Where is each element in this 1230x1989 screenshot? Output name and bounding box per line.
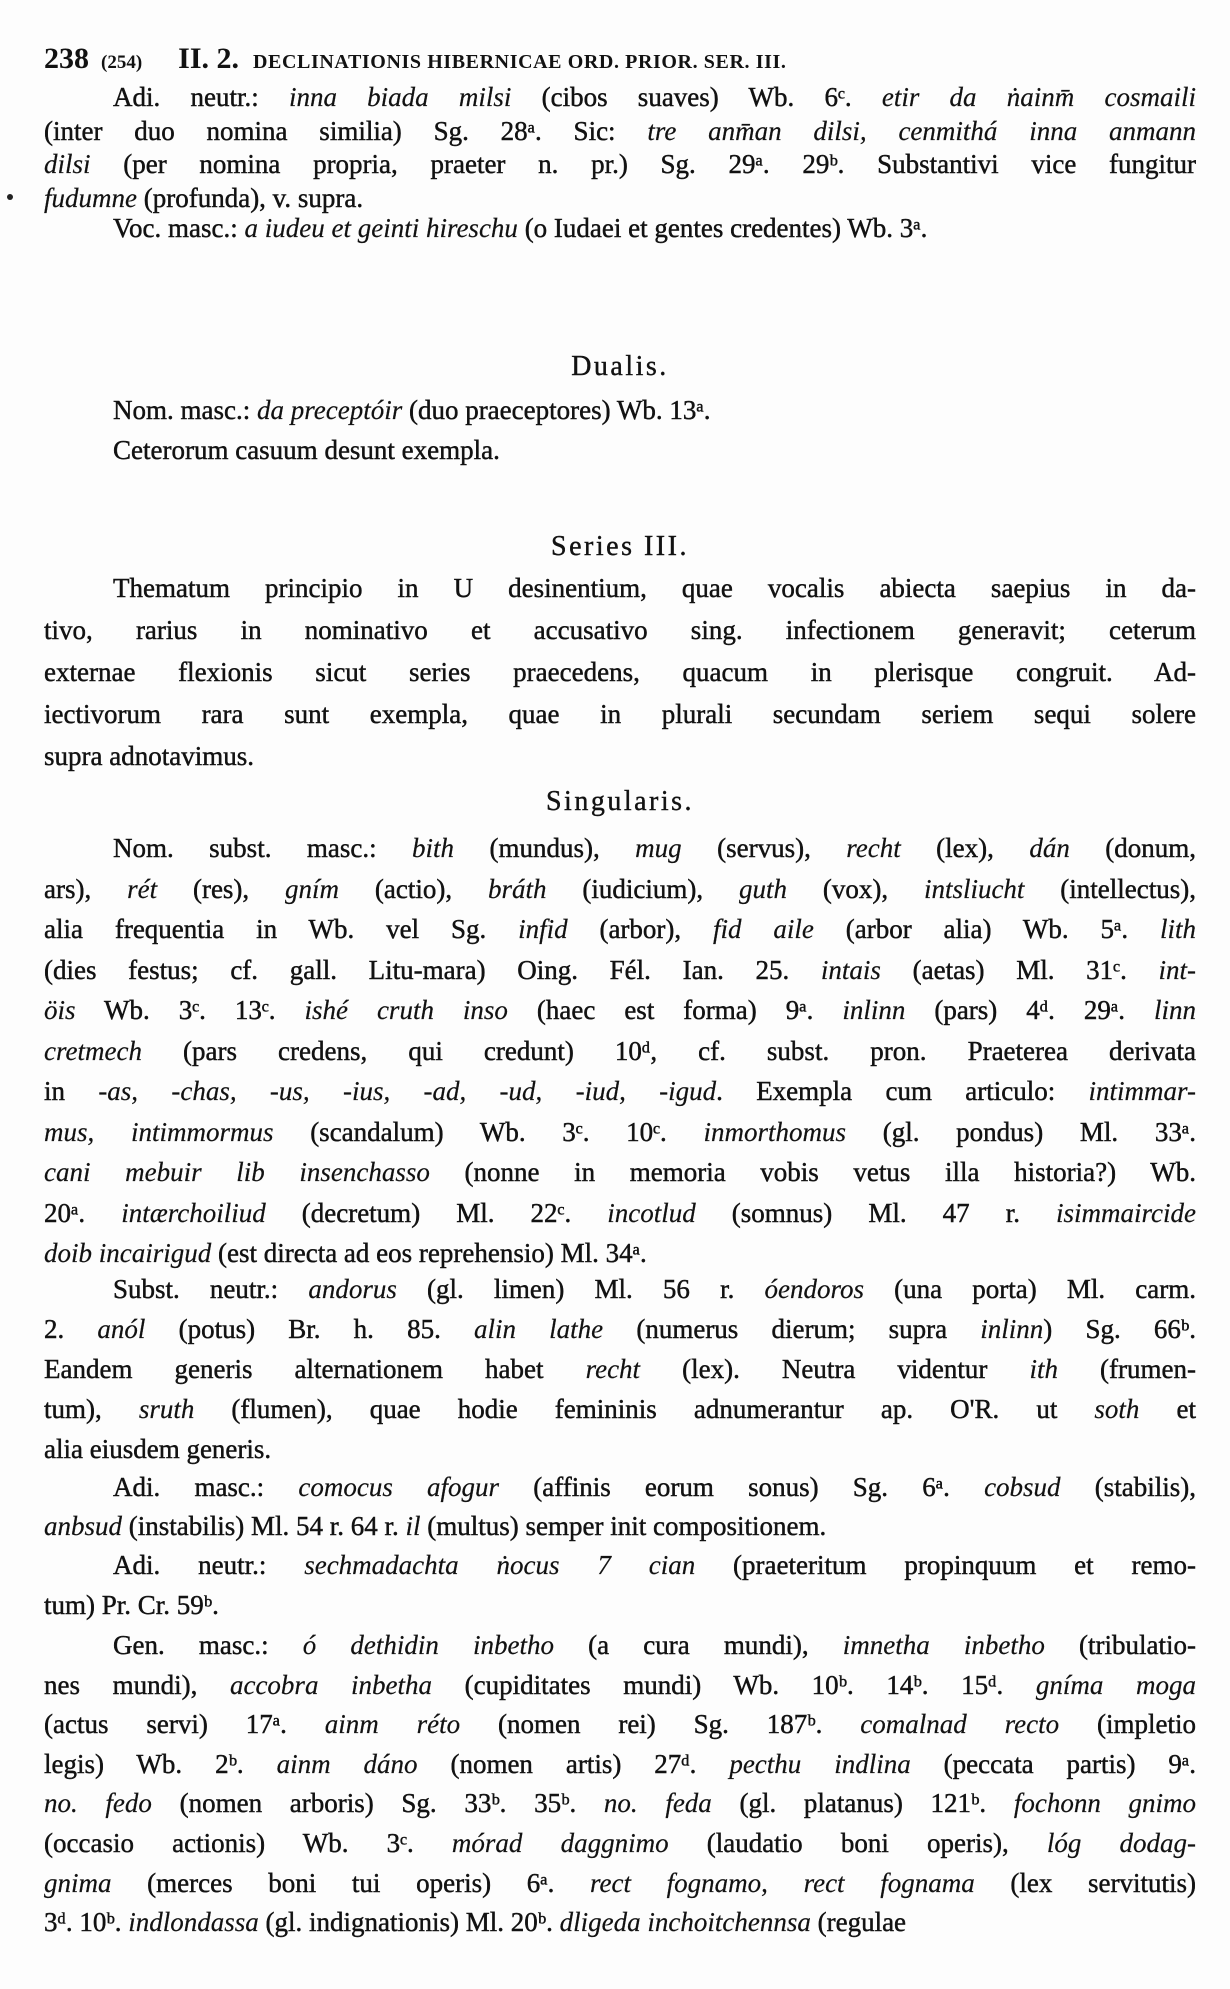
irish-term: anbsud [44, 1511, 123, 1541]
irish-term: dilsi [44, 149, 91, 180]
latin-text: ) Sg. 66ᵇ. [1043, 1314, 1196, 1344]
text-line [44, 697, 1196, 731]
latin-text: (nomen rei) Sg. 187ᵇ. [460, 1709, 861, 1740]
irish-term: anól [97, 1314, 146, 1344]
latin-text: (stabilis), [1060, 1472, 1196, 1502]
text-line [44, 1432, 1196, 1466]
latin-text: (nomen artis) 27ᵈ. [417, 1748, 730, 1779]
latin-text: Subst. neutr.: [113, 1274, 309, 1304]
latin-text: (gl. limen) Ml. 56 r. [396, 1274, 765, 1304]
latin-text: Gen. masc.: [113, 1630, 303, 1660]
latin-text: (affinis eorum sonus) Sg. 6ᵃ. [499, 1472, 985, 1502]
latin-text: (inter duo nomina similia) Sg. 28ᵃ. Sic: [44, 115, 648, 146]
text-line [113, 80, 1196, 114]
irish-term: sruth [138, 1394, 195, 1424]
irish-term: pecthu indlina [729, 1748, 911, 1779]
irish-term: lóg dodag- [1046, 1828, 1196, 1858]
page-number: 238 [44, 42, 89, 75]
text-line [44, 613, 1196, 647]
latin-text: Adi. masc.: [113, 1472, 299, 1502]
irish-term: guth [738, 873, 787, 904]
text-line [113, 393, 1196, 427]
latin-text: (est directa ad eos reprehensio) Ml. 34ᵃ. [211, 1238, 647, 1268]
irish-term: fid aile [713, 914, 814, 944]
section-heading: Singularis. [545, 786, 695, 817]
latin-text: (occasio actionis) Wb. 3ᶜ. [44, 1828, 452, 1858]
text-line [44, 1588, 1196, 1622]
latin-text: (profunda), v. supra. [136, 182, 364, 213]
irish-term: ainm dáno [276, 1748, 418, 1779]
irish-term: incotlud [607, 1197, 696, 1228]
irish-term: gním [285, 873, 340, 904]
latin-text: (cupiditates mundi) Wb. 10ᵇ. 14ᵇ. 15ᵈ. [432, 1669, 1036, 1700]
irish-term: ishé cruth inso [304, 995, 508, 1025]
text-line [44, 114, 1196, 148]
irish-term: cobsud [984, 1472, 1061, 1502]
latin-text: 3ᵈ. 10ᵇ. [44, 1907, 129, 1938]
section-heading: Dualis. [571, 351, 669, 382]
latin-text: (gl. indignationis) Ml. 20ᵇ. [258, 1907, 560, 1938]
text-line [44, 1352, 1196, 1386]
text-line [113, 433, 1196, 467]
latin-text: (actio), [339, 873, 488, 904]
irish-term: intærchoiliud [121, 1197, 266, 1228]
latin-text: (vox), [786, 873, 924, 904]
text-line [44, 739, 1196, 773]
latin-text: (pars credens, qui credunt) 10ᵈ, cf. subst. pron. Praeterea derivata [141, 1035, 1196, 1066]
text-line [44, 1392, 1196, 1426]
running-header [44, 42, 786, 80]
text-line [44, 655, 1196, 689]
text-line [44, 1707, 1196, 1741]
text-line [44, 1866, 1196, 1900]
latin-text: (flumen), quae hodie femininis adnumerantur ap. O'R. ut [194, 1394, 1095, 1424]
latin-text: (duo praeceptores) Wb. 13ᵃ. [402, 395, 711, 425]
text-line [113, 831, 1196, 865]
irish-term: no. fedo [44, 1788, 152, 1819]
irish-term: lith [1159, 914, 1196, 944]
latin-text: (multus) semper init compositionem. [420, 1511, 827, 1541]
irish-term: gníma moga [1035, 1669, 1196, 1700]
section-heading: Series III. [551, 531, 689, 562]
latin-text: (cibos suaves) Wb. 6ᶜ. [511, 82, 882, 112]
irish-term: gnima [44, 1867, 112, 1898]
text-line [44, 147, 1196, 181]
irish-term: no. feda [603, 1788, 712, 1819]
irish-term: tre anm̄an dilsi, cenmithá inna anmann [647, 115, 1196, 146]
irish-term: indlondassa [128, 1907, 259, 1938]
latin-text: (a cura mundi), [554, 1630, 843, 1660]
latin-text: Eandem generis alternationem habet [44, 1354, 586, 1384]
irish-term: fochonn gnimo [1013, 1788, 1196, 1819]
latin-text: tivo, rarius in nominativo et accusativo sing. infectionem generavit; ceterum [44, 615, 1196, 645]
text-line [113, 1548, 1196, 1582]
latin-text: (intellectus), [1024, 873, 1197, 904]
irish-term: int- [1158, 954, 1196, 985]
irish-term: inlinn [980, 1314, 1044, 1344]
latin-text: (nomen arboris) Sg. 33ᵇ. 35ᵇ. [151, 1788, 604, 1819]
latin-text: (instabilis) Ml. 54 r. 64 r. [122, 1511, 406, 1541]
latin-text: Adi. neutr.: [113, 1550, 305, 1580]
text-line [44, 1826, 1196, 1860]
irish-term: a iudeu et geinti hireschu [244, 213, 518, 243]
latin-text: Wb. 3ᶜ. 13ᶜ. [75, 995, 305, 1025]
irish-term: comalnad recto [860, 1709, 1060, 1740]
latin-text: (scandalum) Wb. 3ᶜ. 10ᶜ. [273, 1116, 704, 1147]
irish-term: imnetha inbetho [842, 1630, 1045, 1660]
irish-term: ó dethidin inbetho [302, 1630, 555, 1660]
text-line [113, 1272, 1196, 1306]
irish-term: óendoros [764, 1274, 864, 1304]
text-line [44, 912, 1196, 946]
latin-text: (per nomina propria, praeter n. pr.) Sg. 29ᵃ. 29ᵇ. Substantivi vice fungitur [90, 149, 1196, 180]
irish-term: bráth [487, 873, 547, 904]
latin-text: (somnus) Ml. 47 r. [695, 1197, 1057, 1228]
latin-text: (laudatio boni operis), [668, 1828, 1047, 1858]
irish-term: doib incairigud [44, 1238, 212, 1268]
text-line [113, 1628, 1196, 1662]
irish-term: recht [585, 1354, 641, 1384]
irish-term: linn [1154, 995, 1197, 1025]
irish-term: alin lathe [474, 1314, 604, 1344]
latin-text: (arbor), [567, 914, 714, 944]
irish-term: inmorthomus [703, 1116, 847, 1147]
irish-term: bith [412, 833, 455, 863]
text-line [44, 1668, 1196, 1702]
latin-text: (impletio [1059, 1709, 1196, 1740]
latin-text: 2. [44, 1314, 98, 1344]
latin-text: 20ᵃ. [44, 1197, 122, 1228]
irish-term: andorus [308, 1274, 397, 1304]
irish-term: intsliucht [923, 873, 1025, 904]
irish-term: cretmech [44, 1035, 142, 1066]
latin-text: . Exempla cum articulo: [716, 1076, 1089, 1106]
latin-text: et [1139, 1394, 1196, 1424]
latin-text: tum), [44, 1394, 139, 1424]
latin-text: (potus) Br. h. 85. [145, 1314, 475, 1344]
latin-text: nes mundi), [44, 1669, 230, 1700]
text-line [113, 1470, 1196, 1504]
text-line [44, 993, 1196, 1027]
latin-text: in [44, 1076, 99, 1106]
irish-term: cani mebuir lib insenchasso [44, 1157, 430, 1187]
latin-text: (numerus dierum; supra [603, 1314, 981, 1344]
latin-text: (nonne in memoria vobis vetus illa historia?) Wb. [429, 1157, 1196, 1187]
latin-text: (servus), [681, 833, 847, 863]
latin-text: (gl. pondus) Ml. 33ᵃ. [846, 1116, 1196, 1147]
latin-text: (decretum) Ml. 22ᶜ. [265, 1197, 608, 1228]
original-page-number: (254) [101, 52, 143, 73]
text-line [44, 1196, 1196, 1230]
irish-term: comocus afogur [298, 1472, 500, 1502]
latin-text: Adi. neutr.: [113, 82, 289, 112]
text-line [44, 1312, 1196, 1346]
irish-term: soth [1094, 1394, 1140, 1424]
latin-text: (lex servitutis) [974, 1867, 1197, 1898]
text-line [44, 1786, 1196, 1820]
irish-term: da preceptóir [256, 395, 403, 425]
irish-term: il [405, 1511, 421, 1541]
text-line [44, 953, 1196, 987]
irish-term: isimmaircide [1056, 1197, 1196, 1228]
text-line [113, 571, 1196, 605]
irish-term: mug [635, 833, 682, 863]
text-line [44, 1747, 1196, 1781]
text-line [44, 1155, 1196, 1189]
running-title: DECLINATIONIS HIBERNICAE ORD. PRIOR. SER. III. [253, 51, 787, 73]
text-line [44, 181, 1196, 215]
latin-text: (tribulatio- [1044, 1630, 1196, 1660]
text-line [44, 1074, 1196, 1108]
latin-text: (haec est forma) 9ᵃ. [507, 995, 843, 1025]
latin-text: tum) Pr. Cr. 59ᵇ. [44, 1590, 219, 1620]
latin-text: (lex), [900, 833, 1030, 863]
irish-term: intimmar- [1088, 1076, 1196, 1106]
irish-term: mus, intimmormus [44, 1116, 274, 1147]
text-line [44, 1115, 1196, 1149]
latin-text: Thematum principio in U desinentium, quae vocalis abiecta saepius in da- [113, 573, 1196, 603]
latin-text: Nom. masc.: [113, 395, 257, 425]
latin-text: (arbor alia) Wb. 5ᵃ. [813, 914, 1160, 944]
latin-text: (o Iudaei et gentes credentes) Wb. 3ᵃ. [517, 213, 928, 243]
latin-text: (frumen- [1057, 1354, 1196, 1384]
irish-term: fudumne [44, 182, 137, 213]
latin-text: (donum, [1069, 833, 1197, 863]
irish-term: öis [44, 995, 76, 1025]
latin-text: (res), [157, 873, 286, 904]
irish-term: dán [1029, 833, 1070, 863]
irish-term: inlinn [842, 995, 906, 1025]
text-line [44, 1905, 1196, 1939]
text-line [44, 1236, 1196, 1270]
latin-text: legis) Wb. 2ᵇ. [44, 1748, 277, 1779]
latin-text: (pars) 4ᵈ. 29ᵃ. [905, 995, 1155, 1025]
latin-text: (mundus), [454, 833, 636, 863]
text-line [113, 211, 1196, 245]
latin-text: (gl. platanus) 121ᵇ. [711, 1788, 1014, 1819]
latin-text: ars), [44, 873, 128, 904]
latin-text: Nom. subst. masc.: [113, 833, 413, 863]
text-line [44, 872, 1196, 906]
latin-text: (peccata partis) 9ᵃ. [910, 1748, 1196, 1779]
irish-term: -as, -chas, -us, -ius, -ad, -ud, -iud, -igud [98, 1076, 717, 1106]
latin-text: alia eiusdem generis. [44, 1434, 272, 1464]
irish-term: rét [127, 873, 158, 904]
margin-mark [7, 194, 13, 200]
latin-text: (dies festus; cf. gall. Litu-mara) Oing. Fél. Ian. 25. [44, 954, 821, 985]
irish-term: ainm réto [324, 1709, 461, 1740]
irish-term: rect fognamo, rect fognama [590, 1867, 975, 1898]
latin-text: (una porta) Ml. carm. [863, 1274, 1197, 1304]
latin-text: iectivorum rara sunt exempla, quae in plurali secundam seriem sequi solere [44, 699, 1196, 729]
latin-text: (merces boni tui operis) 6ᵃ. [111, 1867, 591, 1898]
irish-term: etir da ṅainm̄ cosmaili [881, 82, 1196, 112]
latin-text: alia frequentia in Wb. vel Sg. [44, 914, 519, 944]
latin-text: (praeteritum propinquum et remo- [695, 1550, 1196, 1580]
latin-text: Voc. masc.: [113, 213, 245, 243]
irish-term: inna biada milsi [288, 82, 512, 112]
irish-term: ith [1029, 1354, 1058, 1384]
latin-text: supra adnotavimus. [44, 741, 254, 771]
irish-term: mórad daggnimo [451, 1828, 669, 1858]
irish-term: dligeda inchoitchennsa [559, 1907, 811, 1938]
latin-text: (actus servi) 17ᵃ. [44, 1709, 325, 1740]
latin-text: (aetas) Ml. 31ᶜ. [880, 954, 1159, 985]
irish-term: accobra inbetha [229, 1669, 433, 1700]
latin-text: externae flexionis sicut series praecedens, quacum in plerisque congruit. Ad- [44, 657, 1196, 687]
text-line [44, 1509, 1196, 1543]
latin-text: Ceterorum casuum desunt exempla. [113, 435, 500, 465]
irish-term: sechmadachta ṅocus 7 cian [304, 1550, 696, 1580]
irish-term: recht [846, 833, 901, 863]
section-number: II. 2. [178, 42, 240, 75]
latin-text: (lex). Neutra videntur [640, 1354, 1030, 1384]
latin-text: (regulae [810, 1907, 907, 1938]
latin-text: (iudicium), [546, 873, 739, 904]
text-line [44, 1034, 1196, 1068]
irish-term: infid [518, 914, 568, 944]
irish-term: intais [820, 954, 881, 985]
